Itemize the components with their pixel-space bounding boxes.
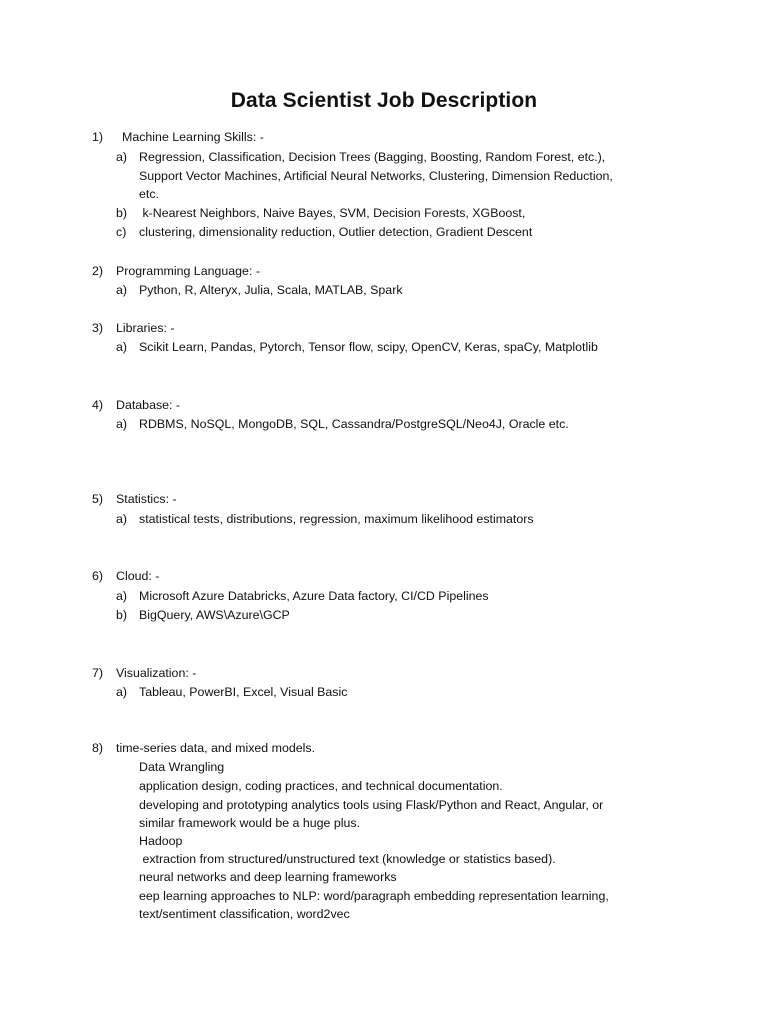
section-heading: Database: - [116,398,181,412]
item-text: k-Nearest Neighbors, Naive Bayes, SVM, Decision Forests, XGBoost, [139,206,526,220]
item-text: clustering, dimensionality reduction, Outlier detection, Gradient Descent [139,225,533,239]
item-marker: c) [116,225,127,239]
section-number: 3) [92,321,104,335]
item-text: Regression, Classification, Decision Trees (Bagging, Boosting, Random Forest, etc.), [139,150,606,164]
item-text: RDBMS, NoSQL, MongoDB, SQL, Cassandra/PostgreSQL/Neo4J, Oracle etc. [139,417,569,431]
section-number: 6) [92,569,104,583]
item-marker: a) [116,589,128,603]
line-text: developing and prototyping analytics tools using Flask/Python and React, Angular, or [139,798,604,812]
section-heading: Cloud: - [116,569,160,583]
section-number: 5) [92,492,104,506]
item-marker: a) [116,340,128,354]
item-text: Scikit Learn, Pandas, Pytorch, Tensor flow, scipy, OpenCV, Keras, spaCy, Matplotlib [139,340,598,354]
item-marker: a) [116,512,128,526]
line-text: text/sentiment classification, word2vec [139,907,350,921]
item-text: etc. [139,187,159,201]
item-marker: b) [116,206,128,220]
section-heading: Libraries: - [116,321,175,335]
section-number: 8) [92,741,104,755]
section-heading: Visualization: - [116,666,197,680]
section-heading: Machine Learning Skills: - [122,130,264,144]
line-text: Data Wrangling [139,760,225,774]
section-heading: time-series data, and mixed models. [116,741,316,755]
item-text: Tableau, PowerBI, Excel, Visual Basic [139,685,348,699]
item-marker: a) [116,685,128,699]
line-text: Hadoop [139,834,183,848]
section-number: 7) [92,666,104,680]
section-number: 2) [92,264,104,278]
section-heading: Statistics: - [116,492,177,506]
section-heading: Programming Language: - [116,264,260,278]
item-marker: a) [116,417,128,431]
line-text: similar framework would be a huge plus. [139,816,361,830]
line-text: application design, coding practices, and technical documentation. [139,779,503,793]
line-text: eep learning approaches to NLP: word/paragraph embedding representation learning, [139,889,609,903]
item-text: Python, R, Alteryx, Julia, Scala, MATLAB, Spark [139,283,403,297]
item-text: Microsoft Azure Databricks, Azure Data factory, CI/CD Pipelines [139,589,489,603]
section-number: 4) [92,398,104,412]
item-marker: a) [116,283,128,297]
item-text: Support Vector Machines, Artificial Neural Networks, Clustering, Dimension Reduction, [139,169,613,183]
line-text: extraction from structured/unstructured text (knowledge or statistics based). [139,852,556,866]
document-title: Data Scientist Job Description [230,89,538,112]
item-text: statistical tests, distributions, regression, maximum likelihood estimators [139,512,534,526]
item-marker: b) [116,608,128,622]
item-marker: a) [116,150,128,164]
line-text: neural networks and deep learning frameworks [139,870,397,884]
section-number: 1) [92,130,104,144]
item-text: BigQuery, AWS\Azure\GCP [139,608,290,622]
